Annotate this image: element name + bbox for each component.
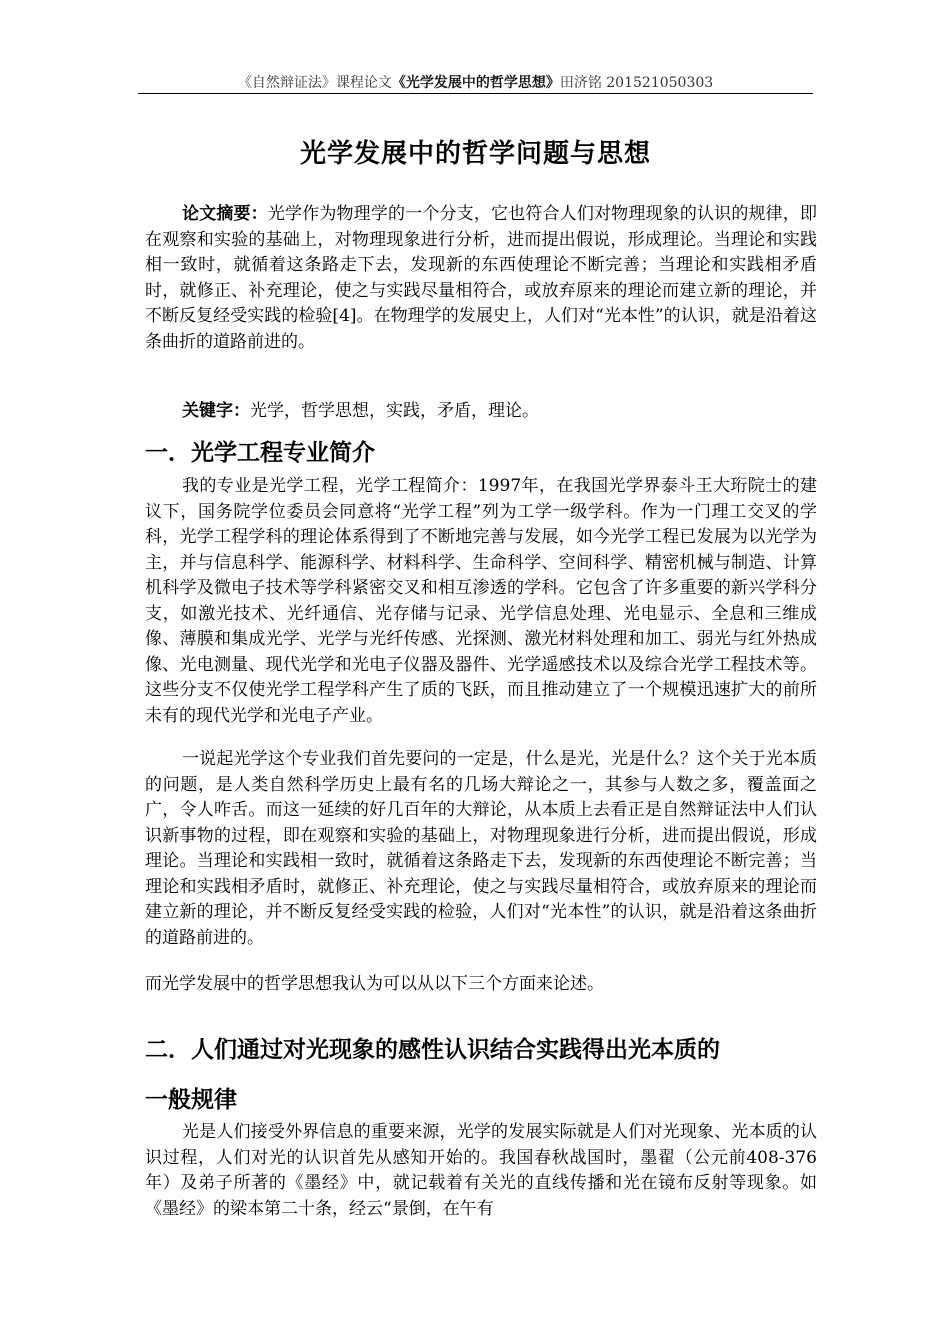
abstract-label: 论文摘要： [182,204,268,224]
header-paper-title: 《光学发展中的哲学思想》 [391,75,560,91]
header-rule [138,93,813,94]
header-author: 田济铭 201521050303 [559,75,714,91]
keywords-paragraph [145,399,817,425]
abstract-text: 光学作为物理学的一个分支，它也符合人们对物理现象的认识的规律，即在观察和实验的基础上，对物理现象进行分析，进而提出假说，形成理论。当理论和实践相一致时，就循着这条路走下去，发现新的东西使理论不断完善；当理论和实践相矛盾时，就修正、补充理论，使之与实践尽量相符合，或放弃原来的理论而建立新的理论，并不断反复经受实践的检验[4]。在物理学的发展史上，人们对“光本性”的认识，就是沿着这条曲折的道路前进的。 [145,204,818,352]
section2-paragraph-1: 光是人们接受外界信息的重要来源，光学的发展实际就是人们对光现象、光本质的认识过程，人们对光的认识首先从感知开始的。我国春秋战国时，墨翟（公元前408-376年）及弟子所著的《墨经》中，就记载着有关光的直线传播和光在镜布反射等现象。如《墨经》的梁本第二十条，经云“景倒，在午有 [145,1122,817,1219]
document-title: 光学发展中的哲学问题与思想 [299,139,651,169]
section1-heading: 一．光学工程专业简介 [145,440,375,466]
abstract-paragraph [145,202,817,355]
keywords-label: 关键字： [182,401,250,421]
section1-paragraph-1: 我的专业是光学工程，光学工程简介：1997年，在我国光学界泰斗王大珩院士的建议下，国务院学位委员会同意将“光学工程”列为工学一级学科。作为一门理工交叉的学科，光学工程学科的理论体系得到了不断地完善与发展，如今光学工程已发展为以光学为主，并与信息科学、能源科学、材料科学、生命科学、空间科学、精密机械与制造、计算机科学及微电子技术等学科紧密交叉和相互渗透的学科。它包含了许多重要的新兴学科分支，如激光技术、光纤通信、光存储与记录、光学信息处理、光电显示、全息和三维成像、薄膜和集成光学、光学与光纤传感、光探测、激光材料处理和加工、弱光与红外热成像、光电测量、现代光学和光电子仪器及器件、光学遥感技术以及综合光学工程技术等。这些分支不仅使光学工程学科产生了质的飞跃，而且推动建立了一个规模迅速扩大的前所未有的现代光学和光电子产业。 [145,476,817,726]
header-course: 《自然辩证法》课程论文 [237,75,392,91]
section1-paragraph-2: 一说起光学这个专业我们首先要问的一定是，什么是光，光是什么？这个关于光本质的问题，是人类自然科学历史上最有名的几场大辩论之一，其参与人数之多，覆盖面之广，令人咋舌。而这一延续的好几百年的大辩论，从本质上去看正是自然辩证法中人们认识新事物的过程，即在观察和实验的基础上，对物理现象进行分析，进而提出假说，形成理论。当理论和实践相一致时，就循着这条路走下去，发现新的东西使理论不断完善；当理论和实践相矛盾时，就修正、补充理论，使之与实践尽量相符合，或放弃原来的理论而建立新的理论，并不断反复经受实践的检验，人们对“光本性”的认识，就是沿着这条曲折的道路前进的。 [145,749,817,948]
section1-paragraph-3: 而光学发展中的哲学思想我认为可以从以下三个方面来论述。 [145,974,604,994]
section2-heading-line2: 一般规律 [145,1087,237,1113]
running-header [138,72,813,92]
keywords-text: 光学，哲学思想，实践，矛盾，理论。 [250,401,539,421]
section2-heading-line1: 二．人们通过对光现象的感性认识结合实践得出光本质的 [145,1037,720,1063]
